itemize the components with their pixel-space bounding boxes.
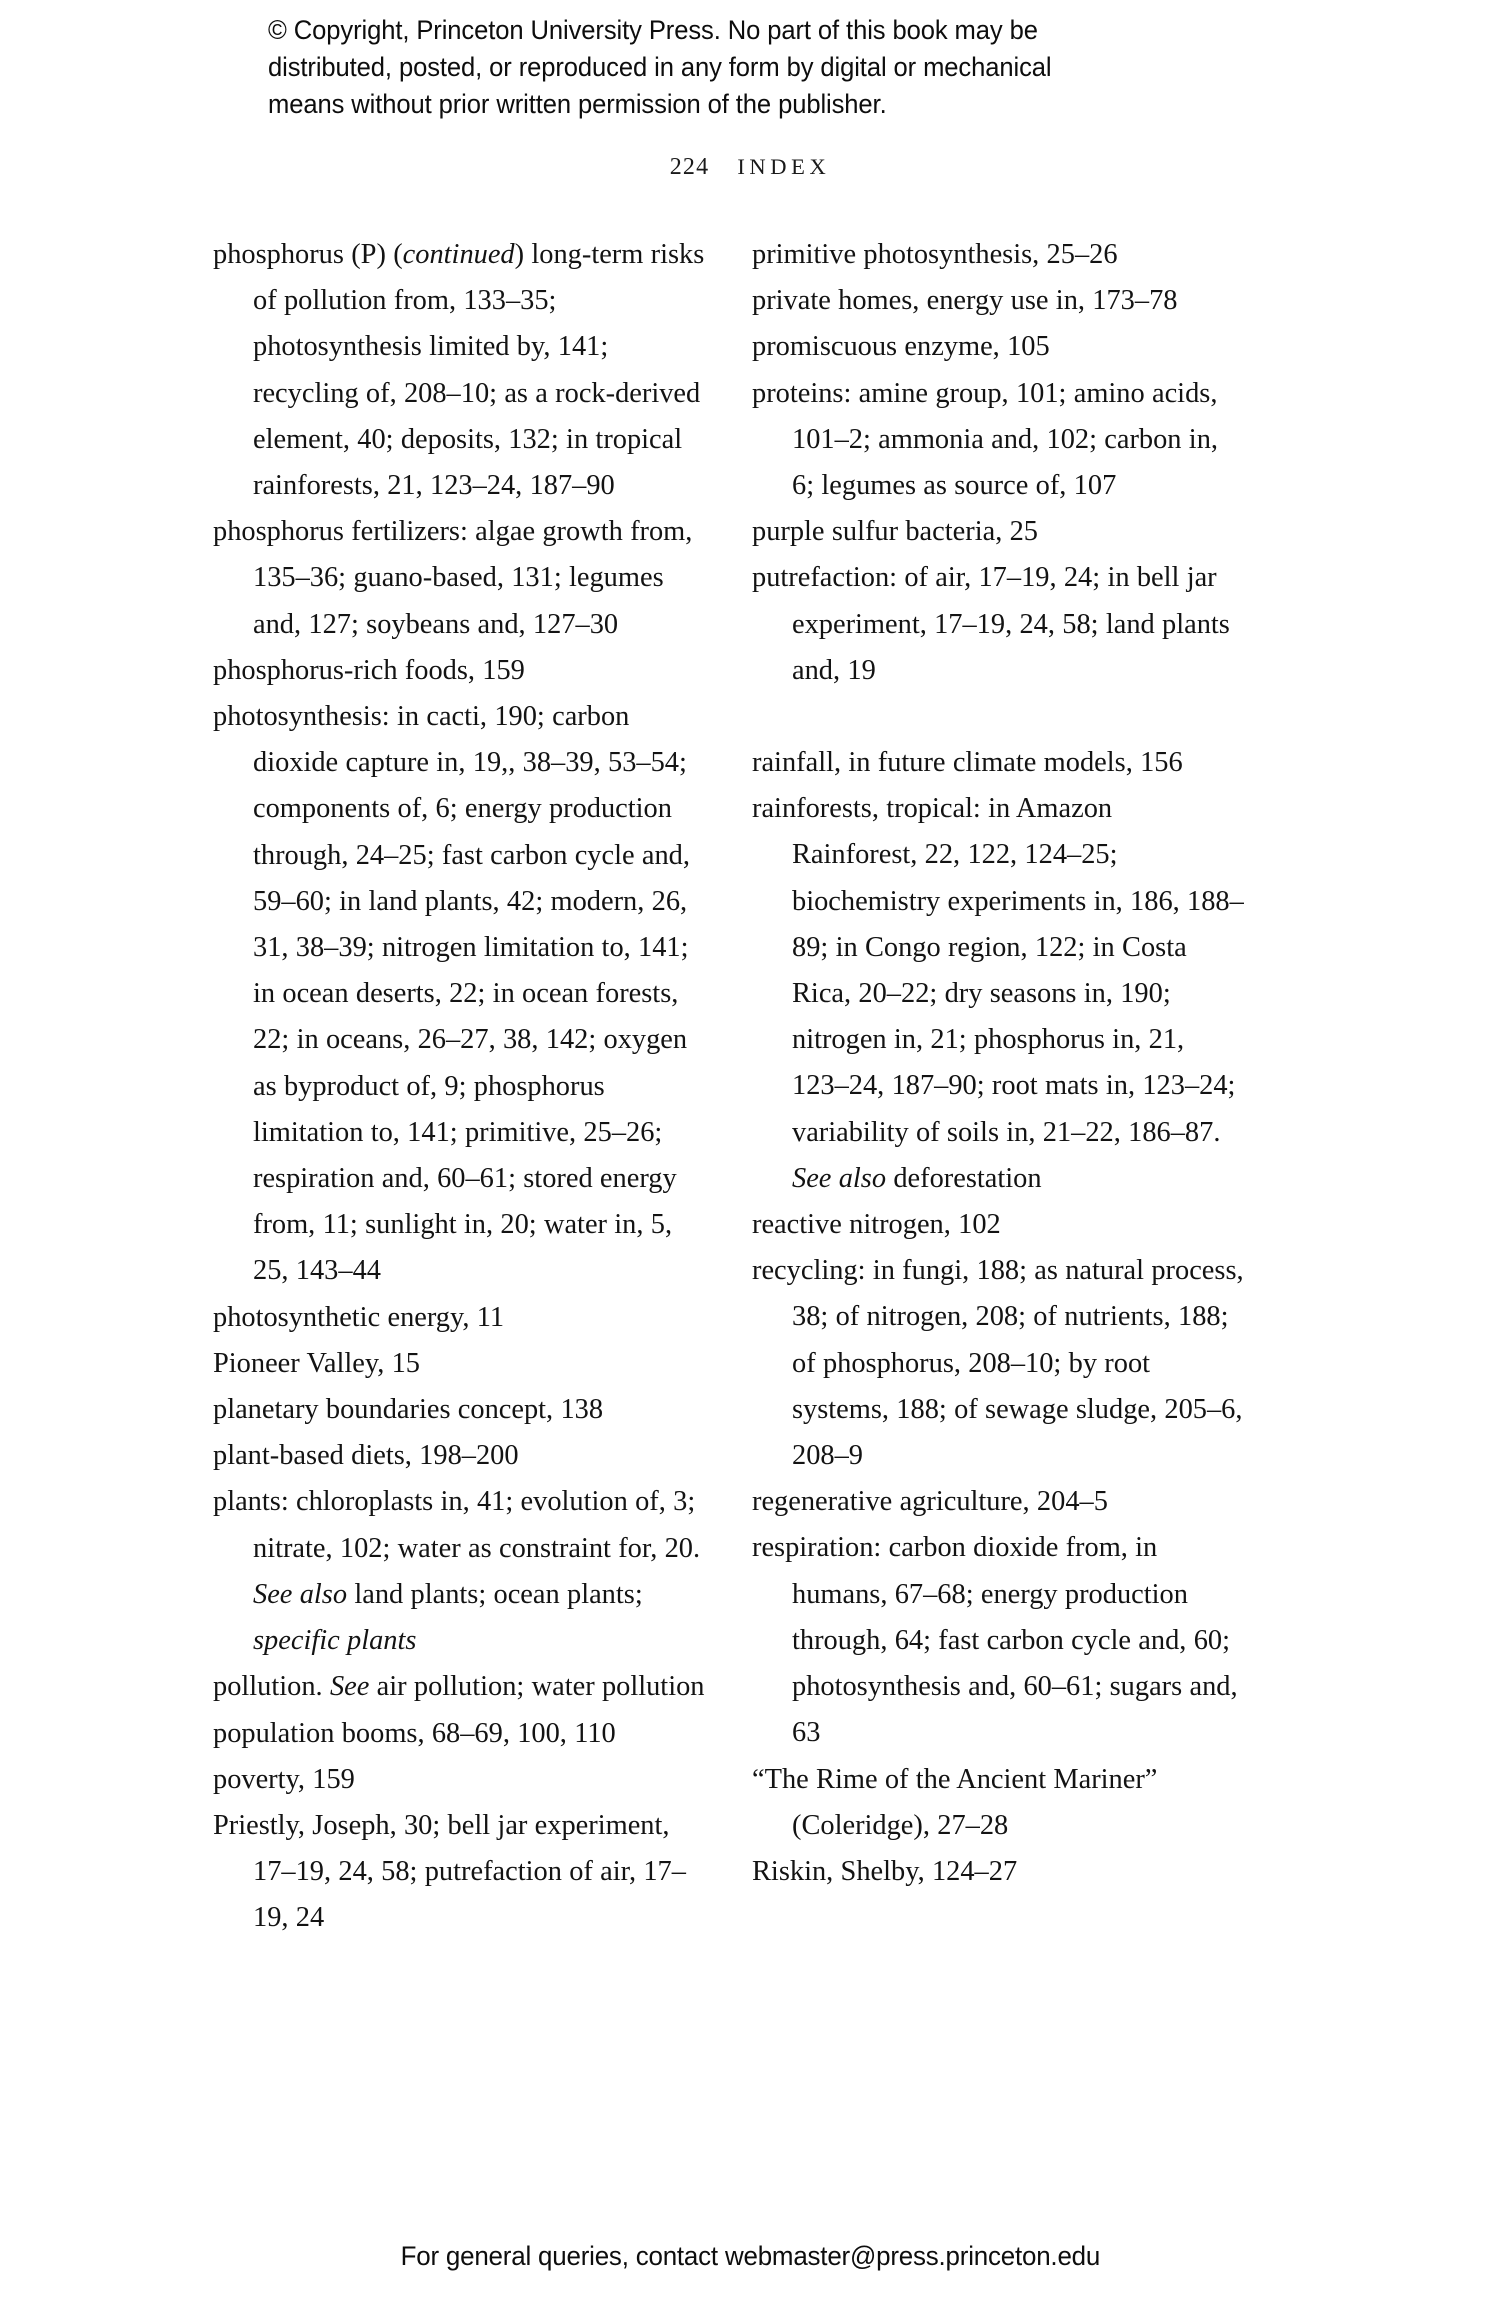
index-entry-rainforests-tropical: rainforests, tropical: in Amazon Rainforest, 22, 122, 124–25; biochemistry experiments in, 186, 188–89; in Congo region, 122; in Costa Rica, 20–22; dry seasons in, 190; nitrogen in, 21; phosphorus in, 21, 123–24, 187–90; root mats in, 123–24; variability of soils in, 21–22, 186–87. See also deforestation bbox=[752, 793, 1244, 1194]
copyright-line-3: means without prior written permission of the publisher. bbox=[268, 89, 887, 119]
index-column-right bbox=[752, 232, 1244, 1895]
page-number: 224 bbox=[669, 154, 710, 180]
running-head bbox=[0, 152, 1500, 182]
index-entry-poverty: poverty, 159 bbox=[213, 1763, 355, 1795]
index-entry-rainfall: rainfall, in future climate models, 156 bbox=[752, 747, 1183, 779]
index-entry-promiscuous-enzyme: promiscuous enzyme, 105 bbox=[752, 331, 1050, 363]
index-entry-recycling: recycling: in fungi, 188; as natural process, 38; of nitrogen, 208; of nutrients, 188; of phosphorus, 208–10; by root systems, 188; of sewage sludge, 205–6, 208–9 bbox=[752, 1255, 1244, 1472]
index-entry-rime-of-the-ancient-mariner: “The Rime of the Ancient Mariner” (Coleridge), 27–28 bbox=[752, 1763, 1158, 1841]
index-column-left bbox=[213, 232, 705, 1942]
index-entry-photosynthetic-energy: photosynthetic energy, 11 bbox=[213, 1301, 505, 1333]
index-entry-phosphorus-continued: phosphorus (P) (continued) long-term risks of pollution from, 133–35; photosynthesis limited by, 141; recycling of, 208–10; as a rock-derived element, 40; deposits, 132; in tropical rainforests, 21, 123–24, 187–90 bbox=[213, 239, 705, 502]
copyright-line-1: © Copyright, Princeton University Press. No part of this book may be bbox=[268, 15, 1038, 45]
index-entry-phosphorus-rich-foods: phosphorus-rich foods, 159 bbox=[213, 654, 525, 686]
index-entry-pollution: pollution. See air pollution; water pollution bbox=[213, 1671, 705, 1703]
index-entry-regenerative-agriculture: regenerative agriculture, 204–5 bbox=[752, 1486, 1108, 1518]
footer-text: For general queries, contact webmaster@press.princeton.edu bbox=[400, 2241, 1100, 2271]
index-entry-population-booms: population booms, 68–69, 100, 110 bbox=[213, 1717, 616, 1749]
copyright-line-2: distributed, posted, or reproduced in any form by digital or mechanical bbox=[268, 52, 1052, 82]
index-entry-primitive-photosynthesis: primitive photosynthesis, 25–26 bbox=[752, 239, 1118, 270]
index-entry-photosynthesis: photosynthesis: in cacti, 190; carbon dioxide capture in, 19,, 38–39, 53–54; components of, 6; energy production through, 24–25; fast carbon cycle and, 59–60; in land plants, 42; modern, 26, 31, 38–39; nitrogen limitation to, 141; in ocean deserts, 22; in ocean forests, 22; in oceans, 26–27, 38, 142; oxygen as byproduct of, 9; phosphorus limitation to, 141; primitive, 25–26; respiration and, 60–61; stored energy from, 11; sunlight in, 20; water in, 5, 25, 143–44 bbox=[213, 701, 690, 1287]
footer-notice bbox=[0, 2238, 1500, 2274]
index-entry-private-homes: private homes, energy use in, 173–78 bbox=[752, 285, 1178, 317]
running-head-label: INDEX bbox=[737, 154, 831, 179]
index-entry-pioneer-valley: Pioneer Valley, 15 bbox=[213, 1347, 420, 1379]
index-entry-phosphorus-fertilizers: phosphorus fertilizers: algae growth from, 135–36; guano-based, 131; legumes and, 127; soybeans and, 127–30 bbox=[213, 516, 693, 640]
index-entry-putrefaction: putrefaction: of air, 17–19, 24; in bell jar experiment, 17–19, 24, 58; land plants and, 19 bbox=[752, 562, 1230, 686]
index-entry-priestly-joseph: Priestly, Joseph, 30; bell jar experiment, 17–19, 24, 58; putrefaction of air, 17–19, 24 bbox=[213, 1809, 686, 1934]
index-entry-purple-sulfur-bacteria: purple sulfur bacteria, 25 bbox=[752, 516, 1038, 548]
index-entry-planetary-boundaries-concept: planetary boundaries concept, 138 bbox=[213, 1394, 604, 1426]
index-entry-reactive-nitrogen: reactive nitrogen, 102 bbox=[752, 1209, 1001, 1241]
index-entry-plants: plants: chloroplasts in, 41; evolution of, 3; nitrate, 102; water as constraint for, 20. See also land plants; ocean plants; specific plants bbox=[213, 1486, 701, 1657]
index-body bbox=[0, 232, 1500, 2062]
index-entry-riskin-shelby: Riskin, Shelby, 124–27 bbox=[752, 1855, 1018, 1887]
index-entry-proteins: proteins: amine group, 101; amino acids, 101–2; ammonia and, 102; carbon in, 6; legumes as source of, 107 bbox=[752, 377, 1218, 502]
index-entry-respiration: respiration: carbon dioxide from, in humans, 67–68; energy production through, 64; fast carbon cycle and, 60; photosynthesis and, 60–61; sugars and, 63 bbox=[752, 1532, 1238, 1749]
copyright-notice bbox=[268, 12, 1165, 123]
index-entry-plant-based-diets: plant-based diets, 198–200 bbox=[213, 1440, 519, 1472]
